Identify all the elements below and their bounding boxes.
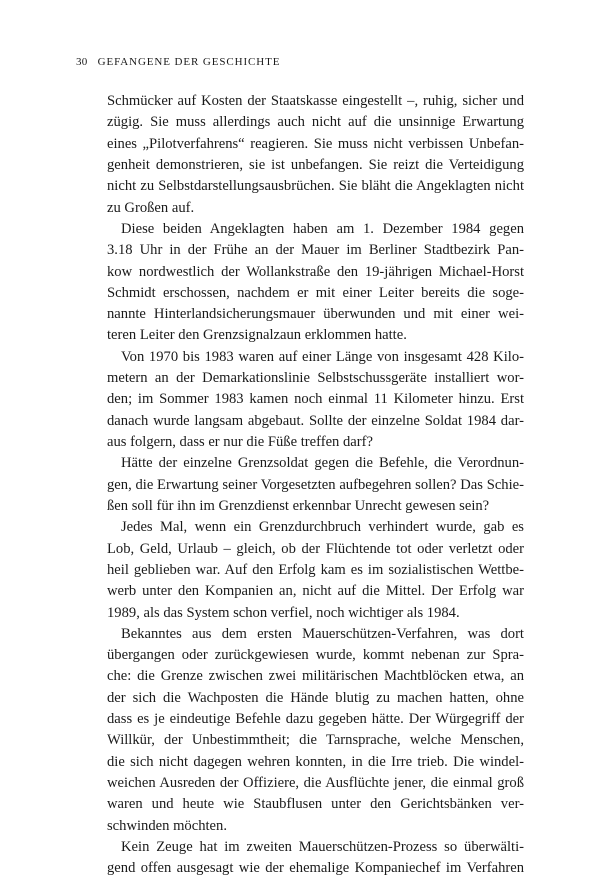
text-line: gen, die Erwartung seiner Vorgesetzten aufbegehren sollen? Das Schie- — [107, 476, 524, 493]
text-line: eines „Pilotverfahrens“ reagieren. Sie muss nicht verbissen Unbefan- — [107, 135, 524, 152]
text-line: aus folgern, dass er nur die Füße treffen darf? — [107, 434, 373, 450]
page-number: 30 — [76, 56, 88, 68]
text-line: che: die Grenze zwischen zwei militärischen Machtblöcken etwa, an — [107, 668, 524, 685]
text-line: metern an der Demarkationslinie Selbstschussgeräte installiert wor- — [107, 370, 524, 387]
text-line: werb unter den Kompanien an, nicht auf die Mittel. Der Erfolg war — [107, 583, 524, 600]
text-line: Lob, Geld, Urlaub – gleich, ob der Flüchtende tot oder verletzt oder — [107, 540, 524, 557]
text-line: zügig. Sie muss allerdings auch nicht auf die unsinnige Erwartung — [107, 114, 524, 131]
text-line: nannte Hinterlandsicherungsmauer überwunden und mit einer wei- — [107, 306, 524, 323]
text-line: der sich die Wachposten die Hände blutig zu machen hatten, ohne — [107, 689, 524, 706]
text-line: Kein Zeuge hat im zweiten Mauerschützen-Prozess so überwälti- — [121, 838, 524, 855]
text-line: weichen Ausreden der Offiziere, die Ausflüchte jener, die einmal groß — [107, 775, 524, 791]
text-line: Jedes Mal, wenn ein Grenzdurchbruch verhindert wurde, gab es — [121, 519, 524, 536]
text-line: schwinden möchten. — [107, 817, 227, 834]
text-line: Willkür, der Unbestimmtheit; die Tarnsprache, welche Menschen, — [107, 732, 524, 749]
text-line: nicht zu Selbstdarstellungsausbrüchen. Sie bläht die Angeklagten nicht — [107, 178, 524, 195]
text-line: 3.18 Uhr in der Frühe an der Mauer im Berliner Stadtbezirk Pan- — [107, 242, 524, 259]
text-line: übergangen oder zurückgewiesen wurde, kommt nebenan zur Spra- — [107, 647, 524, 664]
text-line: Schmücker auf Kosten der Staatskasse eingestellt –, ruhig, sicher und — [107, 93, 524, 109]
text-line: danach wurde langsam abgebaut. Sollte der einzelne Soldat 1984 dar- — [107, 412, 524, 429]
text-line: Von 1970 bis 1983 waren auf einer Länge von insgesamt 428 Kilo- — [121, 348, 524, 365]
text-line: zu Großen auf. — [107, 199, 195, 216]
text-line: ßen soll für ihn im Grenzdienst erkennbar Unrecht gewesen sein? — [107, 497, 490, 514]
text-line: Schmidt erschossen, nachdem er mit einer Leiter bereits die soge- — [107, 284, 524, 301]
text-line: den; im Sommer 1983 kamen noch einmal 11 Kilometer hinzu. Erst — [107, 391, 524, 408]
body-text — [107, 91, 524, 880]
text-line: teren Leiter den Grenzsignalzaun erklommen hatte. — [107, 327, 407, 344]
text-line: Bekanntes aus dem ersten Mauerschützen-Verfahren, was dort — [121, 625, 524, 642]
text-line: kow nordwestlich der Wollankstraße den 19-jährigen Michael-Horst — [107, 263, 524, 280]
text-line: Hätte der einzelne Grenzsoldat gegen die Befehle, die Verordnun- — [121, 455, 524, 472]
text-line: gend offen ausgesagt wie der ehemalige Kompaniechef im Verfahren — [107, 860, 524, 877]
text-line: waren und heute wie Staubflusen unter den Gerichtsbänken ver- — [107, 796, 524, 813]
text-line: heil geblieben war. Auf den Erfolg kam es im sozialistischen Wettbe- — [107, 561, 524, 578]
running-head-title: GEFANGENE DER GESCHICHTE — [97, 56, 281, 68]
running-head — [76, 56, 280, 68]
text-line: dass es je eindeutige Befehle dazu gegeben hätte. Der Würgegriff der — [107, 711, 524, 728]
text-line: die sich nicht dagegen wehren konnten, in die Irre trieb. Die windel- — [107, 753, 524, 770]
text-line: Diese beiden Angeklagten haben am 1. Dezember 1984 gegen — [121, 220, 524, 237]
text-line: 1989, als das System schon verfiel, noch wichtiger als 1984. — [107, 604, 460, 621]
text-line: genheit demonstrieren, sie ist unbefangen. Sie reizt die Verteidigung — [107, 156, 524, 173]
